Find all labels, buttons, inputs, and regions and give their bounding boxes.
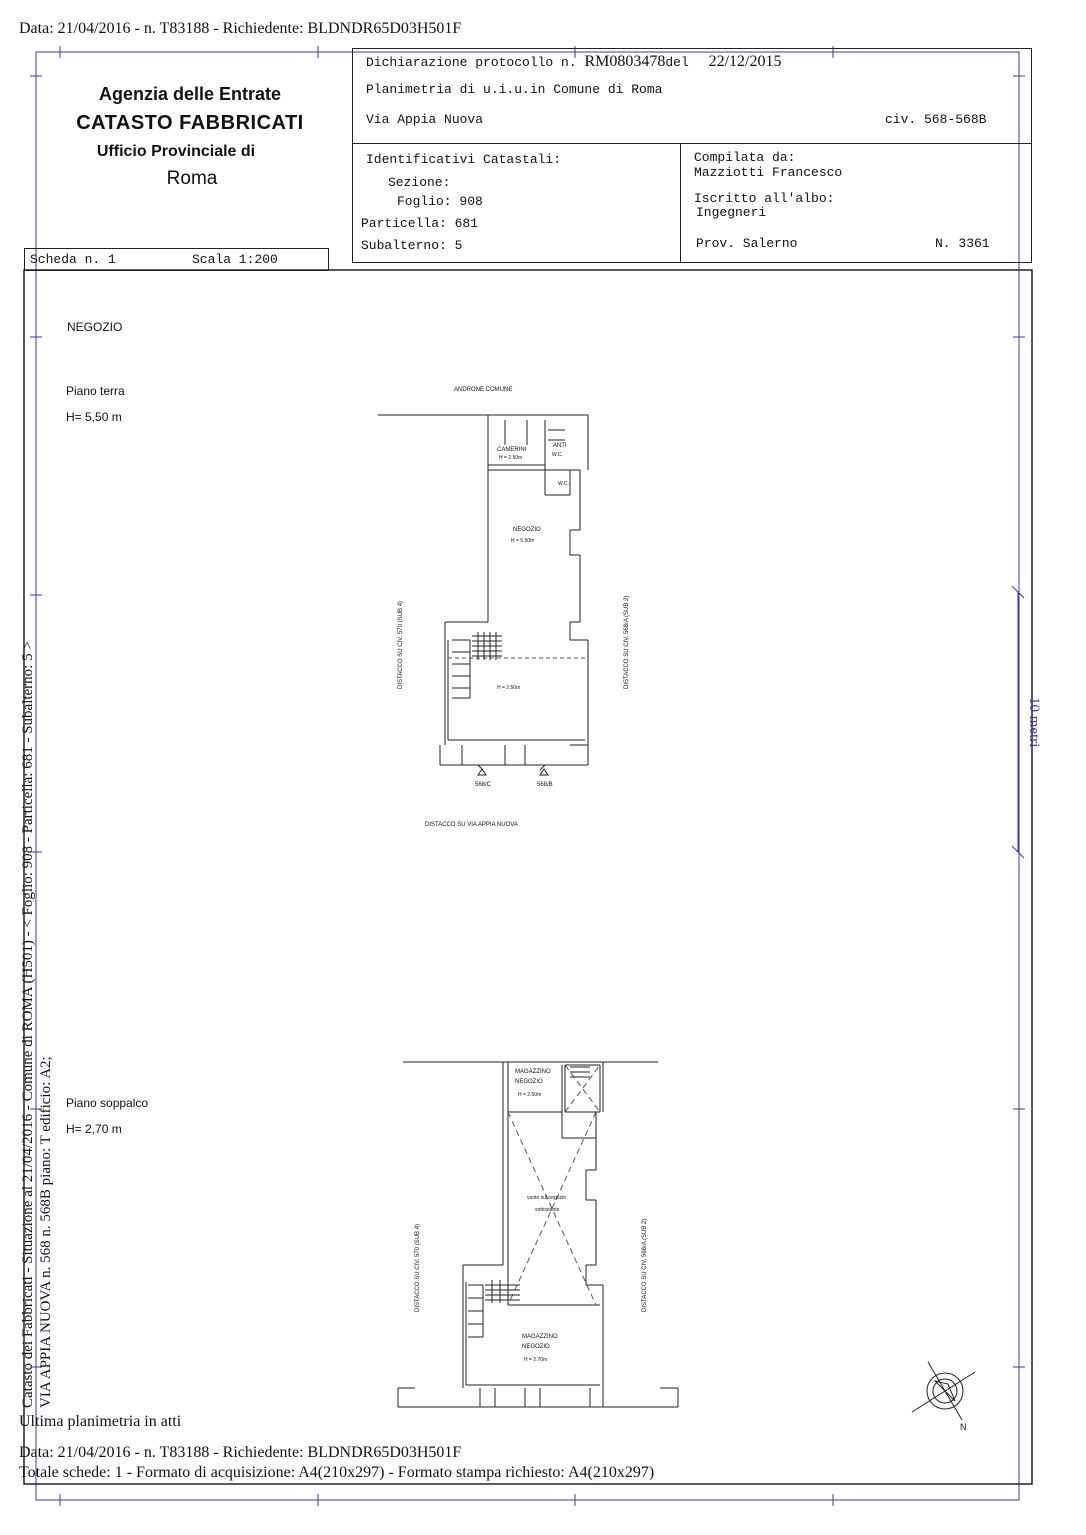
page-header: Data: 21/04/2016 - n. T83188 - Richiedente: BLDNDR65D03H501F [19, 20, 462, 37]
particella-field: Particella: 681 [361, 216, 479, 231]
protocol-date: 22/12/2015 [708, 53, 782, 70]
plan-title: NEGOZIO [67, 320, 123, 334]
negozio-label: NEGOZIO [513, 527, 541, 533]
bottom-distacco-label: DISTACCO SU VIA APPIA NUOVA [425, 822, 518, 828]
mezzanine-label: Piano soppalco [66, 1096, 149, 1110]
compiler-name: Mazziotti Francesco [694, 165, 843, 180]
anti-label: ANTI [553, 443, 567, 449]
last-planimetry: Ultima planimetria in atti [19, 1413, 182, 1430]
left-distacco-label-2: DISTACCO SU CIV. 570 (SUB 4) [415, 1223, 421, 1312]
mag-top-label-1: MAGAZZINO [515, 1069, 551, 1075]
planimetry-line: Planimetria di u.i.u.in Comune di Roma [366, 82, 663, 97]
ufficio-label: Ufficio Provinciale di [96, 143, 256, 160]
wc-label-1: W.C. [552, 452, 563, 458]
androne-label: ANDRONE COMUNE [454, 387, 513, 393]
negozio-height: H = 5.50m [511, 538, 535, 544]
catasto-title: CATASTO FABBRICATI [76, 112, 304, 134]
left-distacco-label: DISTACCO SU CIV. 570 (SUB 4) [398, 600, 404, 689]
prov-field: Prov. Salerno [696, 236, 798, 251]
footer-data: Data: 21/04/2016 - n. T83188 - Richiedente: BLDNDR65D03H501F [19, 1444, 462, 1461]
civic-numbers: civ. 568-568B [885, 112, 987, 127]
right-distacco-label-2: DISTACCO SU CIV. 568/A (SUB 2) [642, 1218, 648, 1312]
civ-568c-label: 568/C [475, 782, 492, 788]
mezzanine-height: H= 2,70 m [66, 1122, 122, 1136]
mag-top-label-2: NEGOZIO [515, 1079, 543, 1085]
mag-bottom-label-2: NEGOZIO [522, 1344, 550, 1350]
albo-label: Iscritto all'albo: [694, 191, 835, 206]
camerini-height: H = 2.50m [499, 455, 523, 461]
street-name: Via Appia Nuova [366, 112, 484, 127]
agency-name: Agenzia delle Entrate [98, 84, 282, 104]
mag-top-height: H = 2.50m [518, 1092, 542, 1098]
footer-totale: Totale schede: 1 - Formato di acquisizione: A4(210x297) - Formato stampa richiesto: A4(210x297) [19, 1464, 655, 1481]
right-distacco-label: DISTACCO SU CIV. 568/A (SUB 2) [624, 595, 630, 689]
vuoto-label-1: vuoto sul negozio [527, 1195, 566, 1201]
albo-number: N. 3361 [935, 236, 990, 251]
ground-floor-height: H= 5,50 m [66, 410, 122, 424]
side-caption-2: VIA APPIA NUOVA n. 568 n. 568B piano: T edificio: A2; [38, 1056, 54, 1408]
north-label: N [960, 1422, 967, 1432]
sezione-field: Sezione: [388, 175, 451, 190]
subalterno-field: Subalterno: 5 [361, 238, 463, 253]
mag-bottom-height: H = 2.70m [524, 1357, 548, 1363]
protocol-number: RM0803478 [584, 53, 666, 70]
protocol-label: Dichiarazione protocollo n. [366, 55, 577, 70]
albo-value: Ingegneri [696, 205, 767, 220]
del-label: del [665, 55, 689, 70]
foglio-field: Foglio: 908 [397, 194, 483, 209]
scheda-number: Scheda n. 1 [30, 252, 116, 267]
ground-floor-label: Piano terra [66, 384, 125, 398]
mag-bottom-label-1: MAGAZZINO [522, 1334, 558, 1340]
lower-height: H = 2.50m [497, 685, 521, 691]
compiler-label: Compilata da: [694, 150, 796, 165]
north-arrow-icon [912, 1362, 975, 1420]
civ-568b-label: 568/B [537, 782, 553, 788]
vuoto-label-2: sottostante [535, 1207, 560, 1213]
camerini-label: CAMERINI [497, 447, 527, 453]
wc-label-2: W.C. [558, 481, 569, 487]
side-caption-1: Catasto dei Fabbricati - Situazione al 21/04/2016 - Comune di ROMA (H501) - < Foglio: 908 - Particella: 681 - Subalterno: 5 > [20, 641, 36, 1408]
ufficio-city: Roma [166, 168, 218, 189]
scale-bar-label: 10 metri [1026, 697, 1042, 748]
identifiers-title: Identificativi Catastali: [366, 152, 562, 167]
scala-value: Scala 1:200 [192, 252, 278, 267]
